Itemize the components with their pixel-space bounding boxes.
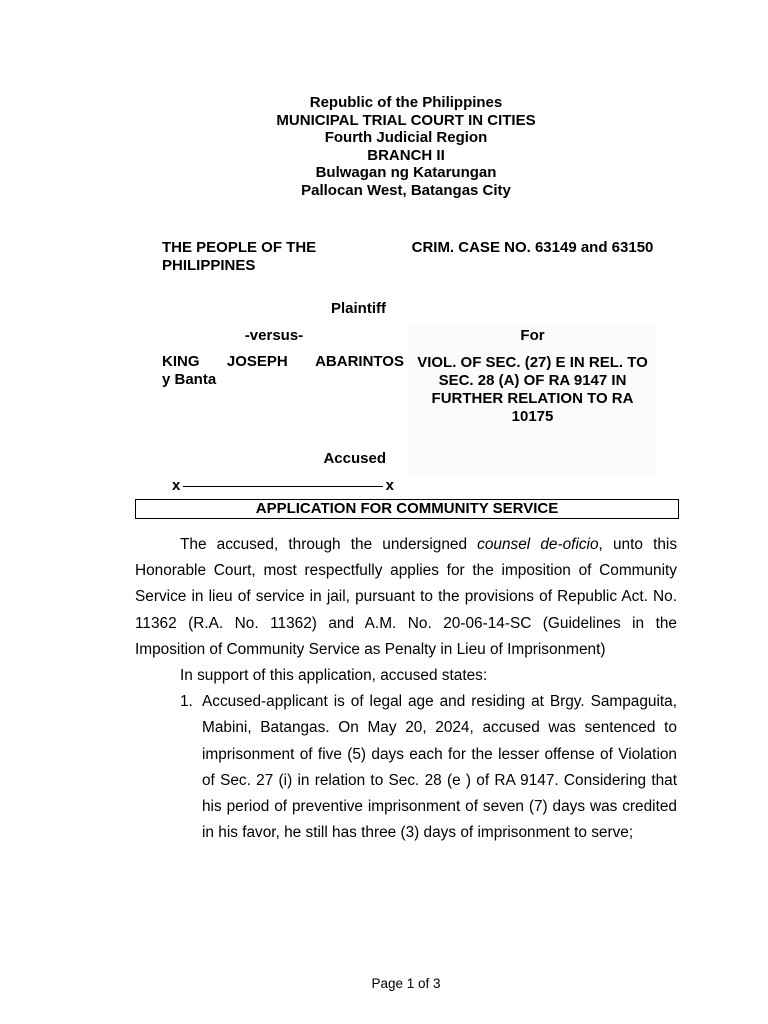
intro-after: , unto this Honorable Court, most respectfully applies for the imposition of Community Service in lieu of service in jail, pursuant to the provisions of Republic Act. No. 11362 (R.A. No. 11362) and A.M. No. 20-06-14-SC (Guidelines in the Imposition of Community Service as Penalty in Lieu of Imprisonment) — [135, 536, 678, 658]
header-court: MUNICIPAL TRIAL COURT IN CITIES — [276, 111, 536, 129]
case-number: CRIM. CASE NO. 63149 and 63150 — [411, 239, 654, 256]
caption-separator — [172, 477, 394, 495]
document-body — [135, 532, 677, 846]
accused-last-name: ABARINTOS — [315, 353, 404, 370]
accused-label: Accused — [323, 450, 386, 467]
separator-x-right: x — [385, 477, 394, 494]
plaintiff-name: THE PEOPLE OF THE PHILIPPINES — [162, 239, 317, 274]
list-item — [180, 689, 677, 846]
document-title: APPLICATION FOR COMMUNITY SERVICE — [135, 499, 679, 519]
list-item-text: Accused-applicant is of legal age and residing at Brgy. Sampaguita, Mabini, Batangas. On May 20, 2024, accused was sentenced to imprisonment of five (5) days each for the lesser offense of Violation of Sec. 27 (i) in relation to Sec. 28 (e ) of RA 9147. Considering that his period of preventive imprisonment of seven (7) days was credited in his favor, he still has three (3) days of imprisonment to serve; — [202, 693, 677, 842]
accused-name-rest: y Banta — [162, 371, 217, 388]
header-hall: Bulwagan ng Katarungan — [315, 164, 497, 182]
for-label: For — [520, 327, 545, 344]
header-branch: BRANCH II — [367, 146, 445, 164]
charge-description: VIOL. OF SEC. (27) E IN REL. TO SEC. 28 (A) OF RA 9147 IN FURTHER RELATION TO RA 10175 — [417, 354, 648, 425]
list-item-number: 1. — [180, 693, 193, 711]
support-paragraph: In support of this application, accused states: — [180, 667, 488, 685]
plaintiff-label: Plaintiff — [331, 300, 386, 317]
versus-label: -versus- — [244, 327, 304, 344]
header-address: Pallocan West, Batangas City — [301, 181, 511, 199]
accused-middle-name: JOSEPH — [226, 353, 288, 370]
intro-paragraph — [135, 532, 677, 663]
separator-x-left: x — [172, 477, 181, 494]
intro-before: The accused, through the undersigned — [180, 536, 478, 553]
accused-first-name: KING — [162, 353, 200, 370]
header-region: Fourth Judicial Region — [324, 129, 488, 147]
page-number: Page 1 of 3 — [371, 976, 441, 991]
separator-rule — [183, 486, 382, 487]
intro-italic: counsel de-oficio — [477, 536, 599, 553]
header-republic: Republic of the Philippines — [309, 94, 503, 111]
court-header — [0, 94, 768, 200]
accused-name — [162, 353, 407, 389]
